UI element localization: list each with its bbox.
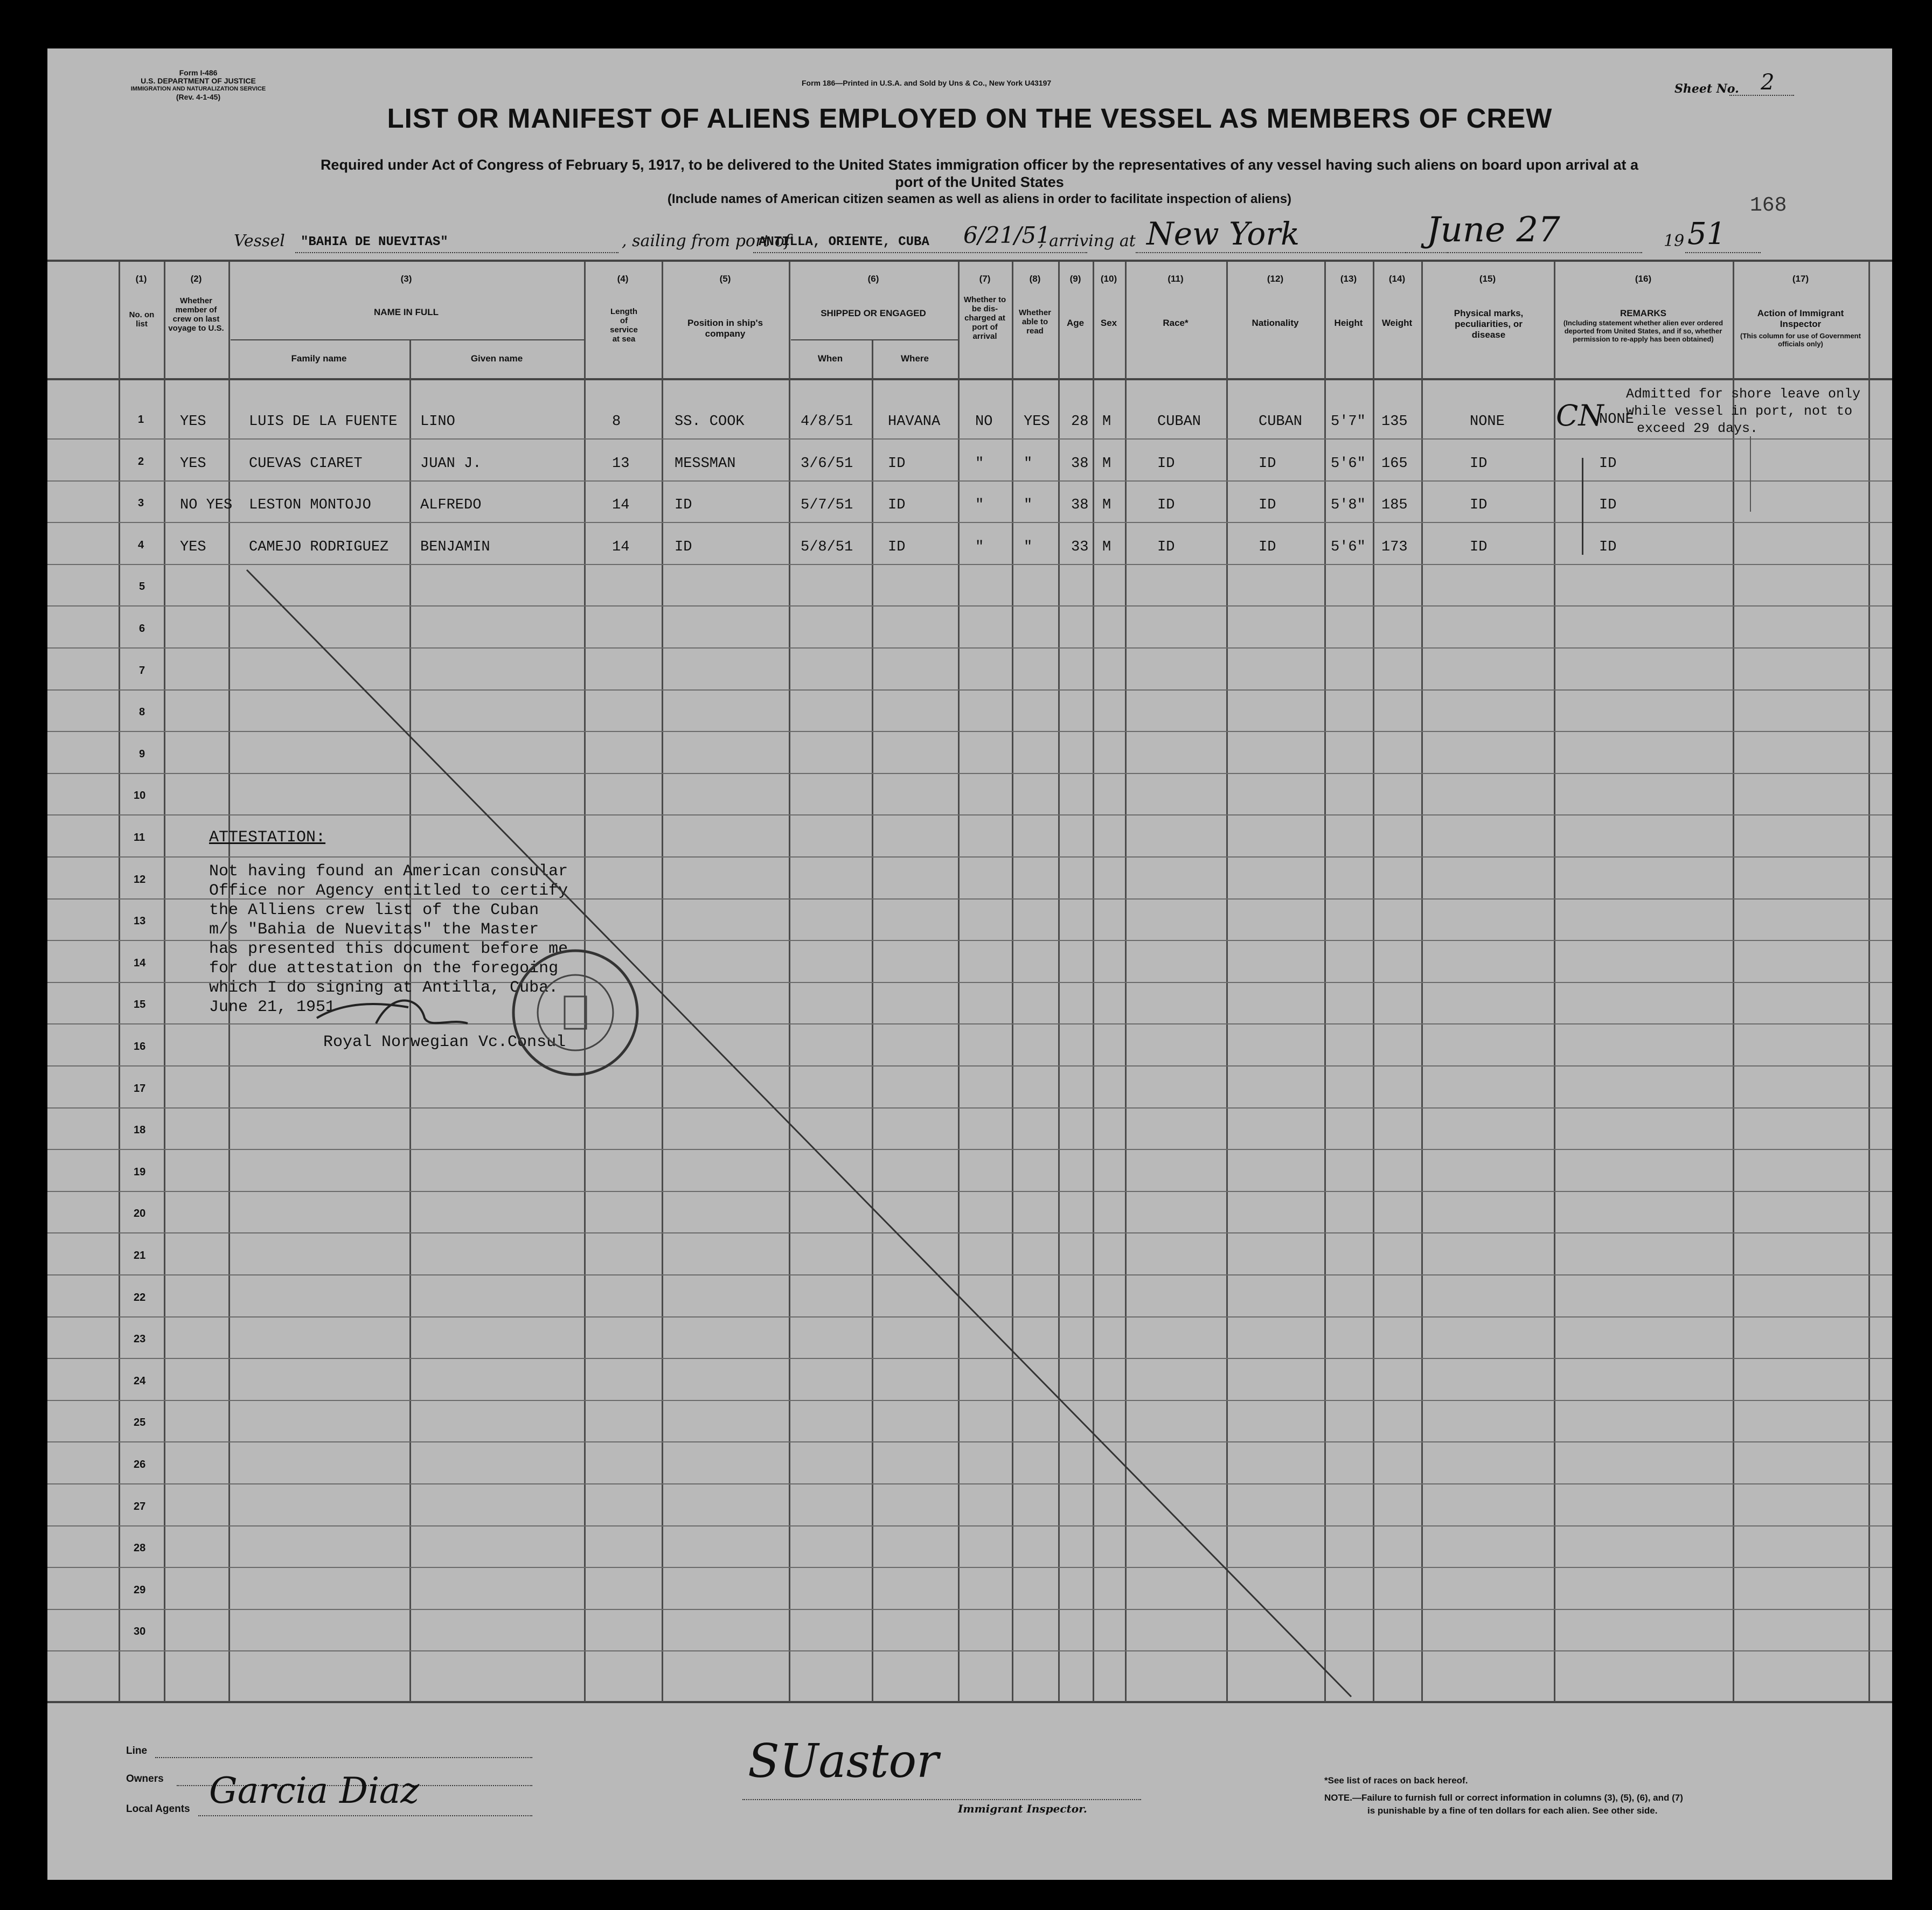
owners-label: Owners <box>126 1773 164 1784</box>
race-cell: ID <box>1157 497 1175 513</box>
weight-cell: 165 <box>1381 456 1408 472</box>
col-7-header: Whether to be dis-charged at port of arrival <box>963 295 1006 341</box>
shipped-where-cell: HAVANA <box>888 414 941 430</box>
given-name-cell: ALFREDO <box>420 497 482 513</box>
col-4-header: Length of service at sea <box>610 307 638 344</box>
revision: (Rev. 4-1-45) <box>176 93 221 101</box>
row-number: 17 <box>134 1083 146 1095</box>
shipped-when-cell: 5/8/51 <box>801 539 853 555</box>
arriving-label: , arriving at <box>1039 232 1136 250</box>
physical-marks-cell: ID <box>1470 497 1488 513</box>
race-cell: ID <box>1157 539 1175 555</box>
col-6-num: (6) <box>867 274 879 284</box>
sheet-number: 2 <box>1761 70 1775 95</box>
discharged-cell: " <box>975 539 984 555</box>
col-14-header: Weight <box>1381 318 1413 328</box>
sailing-label: , sailing from port of <box>622 232 791 250</box>
arrival-port: New York <box>1146 215 1300 252</box>
row-number: 20 <box>134 1208 146 1219</box>
remarks-cell: ID <box>1599 497 1617 513</box>
remarks-cell: NONE <box>1599 412 1634 428</box>
col-12-header: Nationality <box>1252 318 1299 328</box>
subtitle-line-3: (Include names of American citizen seamen as well as aliens in order to facilitate inspection of aliens) <box>667 192 1292 206</box>
col-3-num: (3) <box>400 274 412 284</box>
able-to-read-cell: " <box>1024 497 1033 513</box>
row-number: 11 <box>134 832 145 844</box>
manifest-sheet <box>47 48 1892 1880</box>
col-9-header: Age <box>1066 318 1085 328</box>
col-13-num: (13) <box>1340 274 1357 284</box>
able-to-read-cell: " <box>1024 456 1033 472</box>
row-number: 24 <box>134 1375 146 1387</box>
col-17-header: Action of Immigrant Inspector <box>1757 308 1844 329</box>
col-1-num: (1) <box>135 274 147 284</box>
col-6-header: SHIPPED OR ENGAGED <box>821 308 926 318</box>
row-number: 13 <box>134 915 146 927</box>
position-cell: ID <box>675 539 692 555</box>
nationality-cell: ID <box>1259 539 1276 555</box>
weight-cell: 135 <box>1381 414 1408 430</box>
shipped-when-cell: 3/6/51 <box>801 456 853 472</box>
row-number: 14 <box>134 957 146 969</box>
physical-marks-cell: NONE <box>1470 414 1505 430</box>
sex-cell: M <box>1102 539 1111 555</box>
agents-label: Local Agents <box>126 1803 190 1815</box>
prev-voyage-cell: YES <box>180 539 206 555</box>
attestation-line: for due attestation on the foregoing <box>209 959 559 978</box>
remarks-note-line: while vessel in port, not to <box>1626 403 1853 419</box>
row-number: 7 <box>139 665 145 677</box>
service-length-cell: 8 <box>612 414 621 430</box>
weight-cell: 185 <box>1381 497 1408 513</box>
attestation-line: June 21, 1951 <box>209 998 336 1016</box>
sail-date: 6/21/51 <box>963 222 1051 248</box>
prev-voyage-cell: NO YES <box>180 497 233 513</box>
height-cell: 5'6" <box>1331 456 1366 472</box>
nationality-cell: ID <box>1259 456 1276 472</box>
attestation-line: has presented this document before me <box>209 940 568 958</box>
sex-cell: M <box>1102 497 1111 513</box>
col-3-header: NAME IN FULL <box>374 307 439 317</box>
col-14-num: (14) <box>1388 274 1406 284</box>
col-6b-header: Where <box>901 353 929 364</box>
row-number: 5 <box>139 581 145 592</box>
prev-voyage-cell: YES <box>180 456 206 472</box>
age-cell: 38 <box>1071 497 1089 513</box>
given-name-cell: JUAN J. <box>420 456 482 472</box>
height-cell: 5'6" <box>1331 539 1366 555</box>
col-16-header: REMARKS <box>1620 308 1666 318</box>
race-cell: CUBAN <box>1157 414 1201 430</box>
row-number: 28 <box>134 1542 146 1554</box>
vessel-label: Vessel <box>234 232 285 250</box>
attestation-line: which I do signing at Antilla, Cuba. <box>209 979 559 997</box>
physical-marks-cell: ID <box>1470 539 1488 555</box>
remarks-handwritten: CN <box>1556 399 1604 433</box>
family-name-cell: CAMEJO RODRIGUEZ <box>249 539 389 555</box>
attestation-line: m/s "Bahia de Nuevitas" the Master <box>209 921 539 939</box>
col-16-note: (Including statement whether alien ever ordered deported from United States, and if so, whether permission to re-apply has been obtained) <box>1563 319 1723 343</box>
stamp-number: 168 <box>1750 194 1787 217</box>
age-cell: 33 <box>1071 539 1089 555</box>
vessel-name: "BAHIA DE NUEVITAS" <box>301 235 448 249</box>
shipped-where-cell: ID <box>888 456 906 472</box>
row-number: 1 <box>138 414 144 426</box>
row-number: 23 <box>134 1333 146 1345</box>
form-number: Form I-486 <box>179 68 218 77</box>
col-10-header: Sex <box>1100 318 1117 328</box>
row-number: 18 <box>134 1124 146 1136</box>
col-9-num: (9) <box>1069 274 1081 284</box>
col-4-num: (4) <box>617 274 629 284</box>
department: U.S. DEPARTMENT OF JUSTICE <box>141 76 256 85</box>
weight-cell: 173 <box>1381 539 1408 555</box>
position-cell: MESSMAN <box>675 456 736 472</box>
row-number: 8 <box>139 706 145 718</box>
col-16-num: (16) <box>1635 274 1652 284</box>
able-to-read-cell: " <box>1024 539 1033 555</box>
discharged-cell: NO <box>975 414 993 430</box>
arrival-date: June 27 <box>1427 210 1560 250</box>
row-number: 9 <box>139 748 145 760</box>
family-name-cell: LUIS DE LA FUENTE <box>249 414 398 430</box>
col-5-num: (5) <box>719 274 731 284</box>
shipped-where-cell: ID <box>888 497 906 513</box>
attestation-heading: ATTESTATION: <box>209 828 326 847</box>
year-suffix: 51 <box>1687 217 1726 252</box>
row-number: 30 <box>134 1626 146 1637</box>
row-number: 29 <box>134 1584 146 1596</box>
subtitle-line-1: Required under Act of Congress of February 5, 1917, to be delivered to the United States immigration officer by the representatives of any vessel having such aliens on board upon arrival at a <box>320 157 1639 173</box>
attestation-line: Not having found an American consular <box>209 862 568 881</box>
col-8-header: Whether able to read <box>1019 308 1051 336</box>
line-label: Line <box>126 1745 148 1756</box>
service-length-cell: 13 <box>612 456 630 472</box>
family-name-cell: CUEVAS CIARET <box>249 456 363 472</box>
col-3a-header: Family name <box>291 353 347 364</box>
service-length-cell: 14 <box>612 497 630 513</box>
col-10-num: (10) <box>1100 274 1117 284</box>
col-6a-header: When <box>817 353 843 364</box>
inspector-label: Immigrant Inspector. <box>958 1802 1087 1815</box>
attestation-line: Office nor Agency entitled to certify <box>209 882 568 900</box>
col-17-note: (This column for use of Government officials only) <box>1740 332 1861 348</box>
agents-underline <box>198 1815 532 1816</box>
nationality-cell: ID <box>1259 497 1276 513</box>
remarks-note-line: exceed 29 days. <box>1637 421 1759 436</box>
local-agent: Garcia Diaz <box>209 1770 420 1811</box>
row-number: 6 <box>139 623 145 635</box>
position-cell: ID <box>675 497 692 513</box>
physical-marks-cell: ID <box>1470 456 1488 472</box>
row-number: 21 <box>134 1250 146 1261</box>
race-cell: ID <box>1157 456 1175 472</box>
page-title: LIST OR MANIFEST OF ALIENS EMPLOYED ON THE VESSEL AS MEMBERS OF CREW <box>387 103 1553 134</box>
col-8-num: (8) <box>1029 274 1041 284</box>
from-port: ANTILLA, ORIENTE, CUBA <box>759 235 929 249</box>
remarks-cell: ID <box>1599 456 1617 472</box>
row-number: 4 <box>138 539 144 551</box>
row-number: 2 <box>138 456 144 468</box>
row-number: 15 <box>134 999 146 1010</box>
family-name-cell: LESTON MONTOJO <box>249 497 371 513</box>
service-length-cell: 14 <box>612 539 630 555</box>
col-2-header: Whether member of crew on last voyage to U.S. <box>168 296 224 333</box>
row-number: 16 <box>134 1041 146 1052</box>
given-name-cell: LINO <box>420 414 455 430</box>
col-5-header: Position in ship's company <box>687 318 763 339</box>
nationality-cell: CUBAN <box>1259 414 1303 430</box>
cancel-line <box>47 48 1892 1702</box>
line-underline <box>155 1757 532 1758</box>
prev-voyage-cell: YES <box>180 414 206 430</box>
inspector-signature: SUastor <box>748 1734 939 1788</box>
age-cell: 28 <box>1071 414 1089 430</box>
inspector-underline <box>742 1799 1141 1800</box>
row-number: 22 <box>134 1292 146 1303</box>
row-number: 19 <box>134 1166 146 1178</box>
height-cell: 5'8" <box>1331 497 1366 513</box>
col-17-num: (17) <box>1792 274 1809 284</box>
col-1-header: No. on list <box>129 310 155 329</box>
footnote-races: *See list of races on back hereof. <box>1324 1775 1468 1786</box>
remarks-cell: ID <box>1599 539 1617 555</box>
service: IMMIGRATION AND NATURALIZATION SERVICE <box>130 86 266 92</box>
attestation-line: the Alliens crew list of the Cuban <box>209 901 539 919</box>
shipped-where-cell: ID <box>888 539 906 555</box>
row-number: 12 <box>134 874 146 886</box>
year-prefix: 19 <box>1664 232 1685 250</box>
position-cell: SS. COOK <box>675 414 745 430</box>
col-3b-header: Given name <box>470 353 523 364</box>
shipped-when-cell: 5/7/51 <box>801 497 853 513</box>
col-13-header: Height <box>1334 318 1363 328</box>
sheet-label: Sheet No. <box>1674 82 1739 96</box>
height-cell: 5'7" <box>1331 414 1366 430</box>
col-12-num: (12) <box>1267 274 1284 284</box>
subtitle-line-2: port of the United States <box>895 174 1064 190</box>
col-11-header: Race* <box>1163 318 1189 328</box>
row-number: 27 <box>134 1501 146 1512</box>
sex-cell: M <box>1102 414 1111 430</box>
row-number: 25 <box>134 1417 146 1428</box>
consul-title: Royal Norwegian Vc.Consul <box>323 1033 566 1051</box>
row-number: 10 <box>134 790 146 801</box>
shipped-when-cell: 4/8/51 <box>801 414 853 430</box>
col-15-num: (15) <box>1479 274 1496 284</box>
printer-line: Form 186—Printed in U.S.A. and Sold by Uns & Co., New York U43197 <box>802 79 1052 87</box>
col-11-num: (11) <box>1167 274 1184 284</box>
remarks-note-line: Admitted for shore leave only <box>1626 386 1861 402</box>
sex-cell: M <box>1102 456 1111 472</box>
age-cell: 38 <box>1071 456 1089 472</box>
given-name-cell: BENJAMIN <box>420 539 490 555</box>
row-number: 26 <box>134 1459 146 1470</box>
row-number: 3 <box>138 497 144 509</box>
discharged-cell: " <box>975 456 984 472</box>
col-15-header: Physical marks, peculiarities, or disease <box>1454 308 1524 340</box>
able-to-read-cell: YES <box>1024 414 1050 430</box>
col-7-num: (7) <box>979 274 991 284</box>
footnote-fine-1: NOTE.—Failure to furnish full or correct information in columns (3), (5), (6), and (7) <box>1324 1793 1683 1803</box>
footnote-fine-2: is punishable by a fine of ten dollars for each alien. See other side. <box>1367 1806 1658 1816</box>
discharged-cell: " <box>975 497 984 513</box>
col-2-num: (2) <box>190 274 202 284</box>
